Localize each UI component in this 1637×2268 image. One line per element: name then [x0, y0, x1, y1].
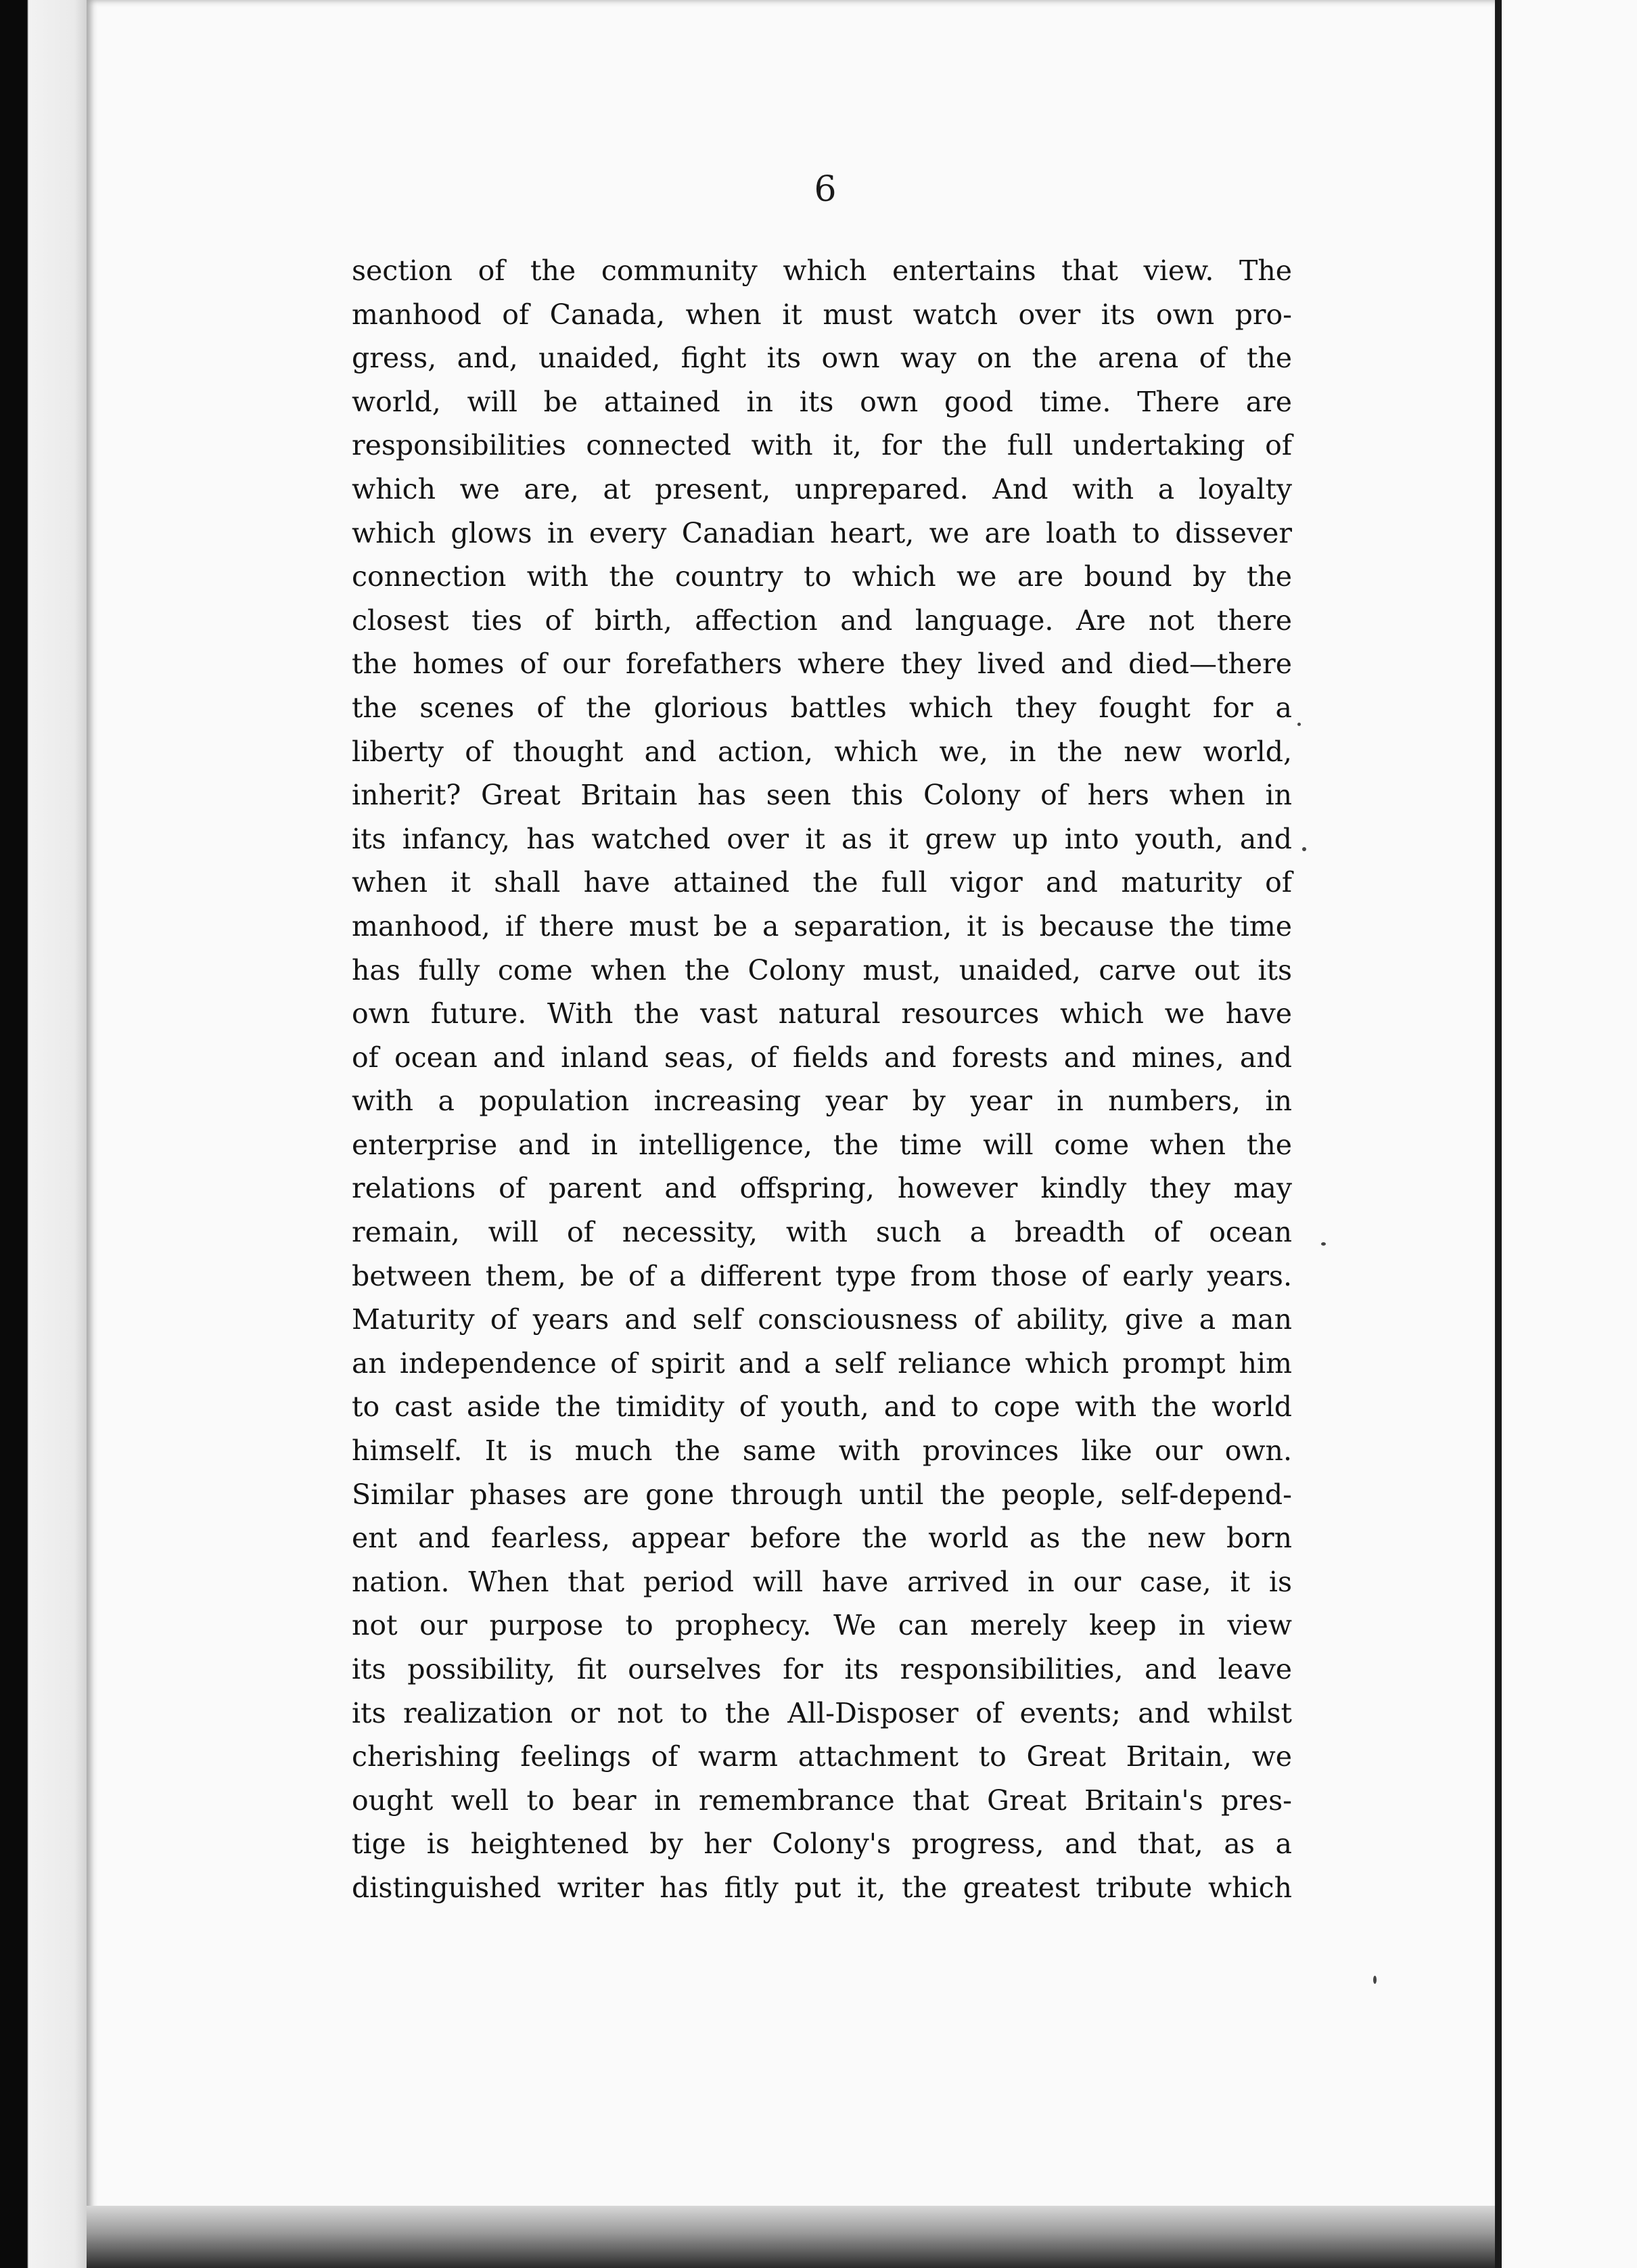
- text-line: own future. With the vast natural resources which we have: [352, 997, 1292, 1030]
- text-line: the scenes of the glorious battles which they fought for a: [352, 691, 1292, 724]
- ink-speck: [1302, 847, 1306, 851]
- binding-edge: [0, 0, 88, 2268]
- text-line: the homes of our forefathers where they lived and died—there: [352, 648, 1292, 681]
- text-line: responsibilities connected with it, for the full undertaking of: [352, 429, 1292, 462]
- text-line: himself. It is much the same with provinces like our own.: [352, 1434, 1292, 1468]
- text-line: ought well to bear in remembrance that Great Britain's pres-: [352, 1784, 1292, 1817]
- text-line: which we are, at present, unprepared. And with a loyalty: [352, 472, 1292, 505]
- text-line: world, will be attained in its own good time. There are: [352, 385, 1292, 418]
- text-line: relations of parent and offspring, however kindly they may: [352, 1172, 1292, 1205]
- page-bottom-shadow: [87, 2206, 1495, 2268]
- body-text: [352, 249, 1292, 1910]
- text-line: when it shall have attained the full vigor and maturity of: [352, 866, 1292, 899]
- text-line: Maturity of years and self consciousness of ability, give a man: [352, 1303, 1292, 1336]
- text-line: distinguished writer has fitly put it, the greatest tribute which: [352, 1871, 1292, 1904]
- text-line: liberty of thought and action, which we, in the new world,: [352, 735, 1292, 768]
- ink-speck: [1321, 1242, 1326, 1246]
- text-line: remain, will of necessity, with such a breadth of ocean: [352, 1216, 1292, 1249]
- text-line: of ocean and inland seas, of fields and forests and mines, and: [352, 1041, 1292, 1074]
- text-line: which glows in every Canadian heart, we are loath to dissever: [352, 516, 1292, 549]
- text-line: closest ties of birth, affection and language. Are not there: [352, 604, 1292, 637]
- text-line: its infancy, has watched over it as it grew up into youth, and: [352, 822, 1292, 855]
- right-margin: [1502, 0, 1637, 2268]
- text-line: Similar phases are gone through until the people, self-depend-: [352, 1478, 1292, 1511]
- text-line: between them, be of a different type from those of early years.: [352, 1259, 1292, 1292]
- text-line: tige is heightened by her Colony's progress, and that, as a: [352, 1828, 1292, 1861]
- text-line: an independence of spirit and a self reliance which prompt him: [352, 1346, 1292, 1380]
- text-line: has fully come when the Colony must, unaided, carve out its: [352, 953, 1292, 986]
- text-line: its possibility, fit ourselves for its responsibilities, and leave: [352, 1653, 1292, 1685]
- text-line: connection with the country to which we are bound by the: [352, 560, 1292, 593]
- text-line: manhood of Canada, when it must watch over its own pro-: [352, 298, 1292, 331]
- page-right-border: [1495, 0, 1502, 2268]
- text-line: manhood, if there must be a separation, it is because the time: [352, 909, 1292, 943]
- text-line: to cast aside the timidity of youth, and to cope with the world: [352, 1390, 1292, 1424]
- text-line: inherit? Great Britain has seen this Colony of hers when in: [352, 779, 1292, 812]
- text-line: with a population increasing year by year in numbers, in: [352, 1085, 1292, 1118]
- ink-speck: [1297, 723, 1301, 726]
- text-line: enterprise and in intelligence, the time will come when the: [352, 1128, 1292, 1161]
- text-line: cherishing feelings of warm attachment to Great Britain, we: [352, 1740, 1292, 1773]
- ink-speck: [1373, 1976, 1377, 1984]
- text-line: its realization or not to the All-Disposer of events; and whilst: [352, 1696, 1292, 1729]
- text-line: ent and fearless, appear before the world as the new born: [352, 1522, 1292, 1555]
- text-line: gress, and, unaided, fight its own way on the arena of the: [352, 342, 1292, 375]
- text-line: nation. When that period will have arrived in our case, it is: [352, 1565, 1292, 1598]
- text-line: section of the community which entertains that view. The: [352, 254, 1292, 287]
- page-number: 6: [814, 169, 837, 210]
- text-line: not our purpose to prophecy. We can merely keep in view: [352, 1609, 1292, 1642]
